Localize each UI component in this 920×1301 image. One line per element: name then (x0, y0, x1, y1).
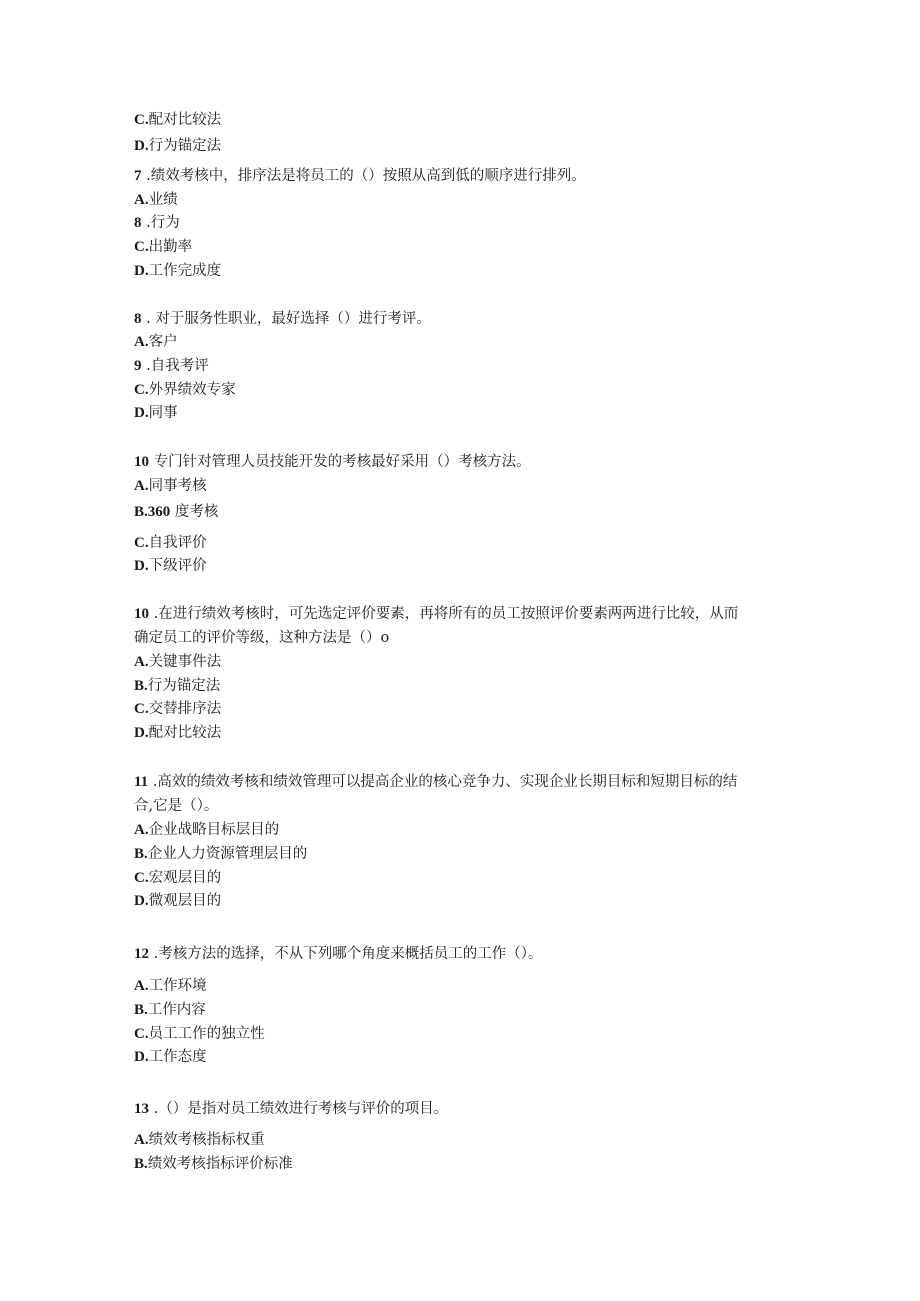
question-line: 合,它是（）。 (134, 798, 219, 814)
option-line: C.交替排序法 (134, 701, 222, 717)
option-line: A.企业战略目标层目的 (134, 822, 280, 838)
option-line: A.绩效考核指标权重 (134, 1132, 265, 1148)
option-line: 9 .自我考评 (134, 358, 209, 374)
question-line: 7 .绩效考核中，排序法是将员工的（）按照从高到低的顺序进行排列。 (134, 168, 586, 184)
option-line: 8 .行为 (134, 215, 180, 231)
option-line: D.同事 (134, 405, 178, 421)
question-line: 8 . 对于服务性职业，最好选择（）进行考评。 (134, 311, 431, 327)
option-line: C.出勤率 (134, 239, 193, 255)
option-line: C.外界绩效专家 (134, 382, 236, 398)
option-line: A.同事考核 (134, 478, 207, 494)
option-line: B.工作内容 (134, 1002, 206, 1018)
option-line: C.配对比较法 (134, 112, 222, 128)
question-line: 12 .考核方法的选择，不从下列哪个角度来概括员工的工作（）。 (134, 946, 543, 962)
option-line: D.工作完成度 (134, 263, 222, 279)
option-line: A.关键事件法 (134, 654, 222, 670)
option-line: A.客户 (134, 334, 178, 350)
option-line: D.下级评价 (134, 558, 207, 574)
option-line: D.工作态度 (134, 1049, 207, 1065)
option-line: C.员工工作的独立性 (134, 1026, 265, 1042)
option-line: A.工作环境 (134, 978, 207, 994)
option-line: C.宏观层目的 (134, 870, 222, 886)
option-line: B.行为锚定法 (134, 678, 221, 694)
question-line: 10 .在进行绩效考核时，可先选定评价要素，再将所有的员工按照评价要素两两进行比较，从而 (134, 606, 739, 622)
option-line: B.绩效考核指标评价标准 (134, 1156, 293, 1172)
question-line: 11 .高效的绩效考核和绩效管理可以提高企业的核心竞争力、实现企业长期目标和短期目标的结 (134, 774, 738, 790)
question-line: 确定员工的评价等级，这种方法是（）o (134, 630, 390, 646)
option-line: A.业绩 (134, 192, 178, 208)
question-line: 10 专门针对管理人员技能开发的考核最好采用（）考核方法。 (134, 454, 531, 470)
option-line: D.微观层目的 (134, 893, 222, 909)
option-line: B.企业人力资源管理层目的 (134, 846, 308, 862)
option-line: B.360 度考核 (134, 504, 219, 520)
option-line: C.自我评价 (134, 535, 207, 551)
option-line: D.行为锚定法 (134, 138, 222, 154)
question-line: 13 .（）是指对员工绩效进行考核与评价的项目。 (134, 1101, 449, 1117)
option-line: D.配对比较法 (134, 725, 222, 741)
